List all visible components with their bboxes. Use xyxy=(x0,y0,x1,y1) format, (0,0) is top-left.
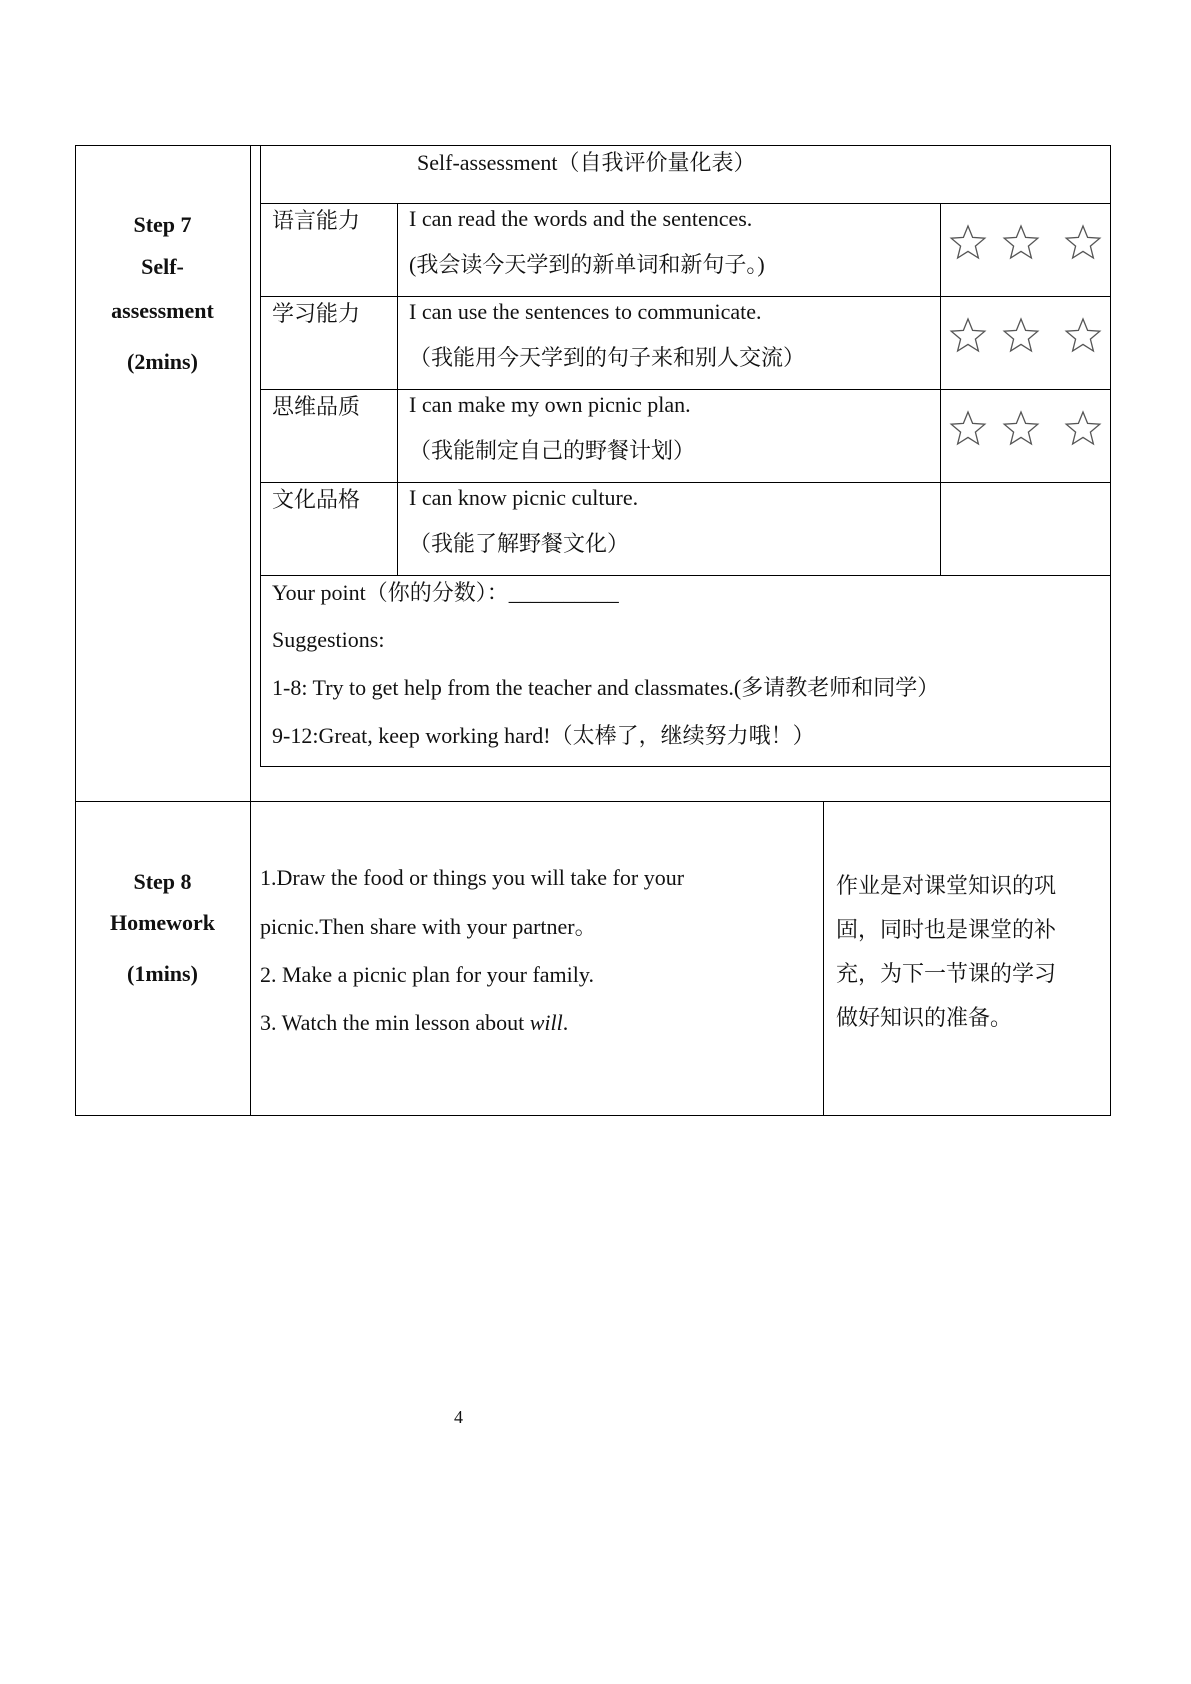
star-icon xyxy=(1004,226,1038,258)
suggestion-2: 9-12:Great, keep working hard!（太棒了，继续努力哦！） xyxy=(272,723,815,748)
outer-border-bottom xyxy=(75,1115,1111,1116)
suggestion-1: 1-8: Try to get help from the teacher and classmates.(多请教老师和同学） xyxy=(272,675,940,700)
inner-col-line-stars xyxy=(940,203,941,576)
row3-category: 思维品质 xyxy=(272,394,361,419)
star-icon xyxy=(951,226,985,258)
row2-star-rating xyxy=(946,315,1112,355)
step7-label-assessment: assessment xyxy=(111,298,214,323)
star-icon xyxy=(1066,412,1100,444)
star-icon xyxy=(1004,412,1038,444)
inner-col-line-category xyxy=(397,203,398,576)
suggestions-label: Suggestions: xyxy=(272,627,385,652)
note-line-3: 充，为下一节课的学习 xyxy=(836,961,1057,986)
homework-item-1a: 1.Draw the food or things you will take for your xyxy=(260,865,685,890)
outer-border-top xyxy=(75,145,1111,146)
step8-label-step: Step 8 xyxy=(133,869,192,894)
inner-table-bottom xyxy=(260,766,1110,767)
star-icon xyxy=(951,412,985,444)
row3-star-rating xyxy=(946,408,1112,448)
step7-label-self: Self- xyxy=(141,254,184,279)
inner-row-line-4 xyxy=(260,482,1110,483)
homework-item-1b: picnic.Then share with your partner。 xyxy=(260,914,597,939)
row4-en: I can know picnic culture. xyxy=(409,485,639,510)
row2-zh: （我能用今天学到的句子来和别人交流） xyxy=(409,345,806,370)
row2-en: I can use the sentences to communicate. xyxy=(409,299,762,324)
star-icon xyxy=(1066,319,1100,351)
inner-row-line-2 xyxy=(260,296,1110,297)
step7-label-duration: (2mins) xyxy=(127,349,198,374)
step7-label-step: Step 7 xyxy=(133,212,192,237)
inner-row-line-3 xyxy=(260,389,1110,390)
page-number: 4 xyxy=(454,1407,463,1427)
inner-table-left xyxy=(260,145,261,767)
self-assessment-title: Self-assessment（自我评价量化表） xyxy=(417,150,756,175)
homework-item-3-italic: will xyxy=(529,1010,563,1035)
homework-item-2: 2. Make a picnic plan for your family. xyxy=(260,962,594,987)
star-icon xyxy=(1066,226,1100,258)
note-line-1: 作业是对课堂知识的巩 xyxy=(836,873,1057,898)
homework-item-3-text: 3. Watch the min lesson about xyxy=(260,1010,530,1035)
homework-note-divider xyxy=(823,801,824,1116)
row1-en: I can read the words and the sentences. xyxy=(409,206,753,231)
note-line-4: 做好知识的准备。 xyxy=(836,1005,1013,1030)
note-line-2: 固，同时也是课堂的补 xyxy=(836,917,1057,942)
row3-en: I can make my own picnic plan. xyxy=(409,392,691,417)
inner-row-line-1 xyxy=(260,203,1110,204)
step-column-divider xyxy=(250,145,251,1116)
row1-star-rating xyxy=(946,222,1112,262)
step7-step8-divider xyxy=(75,801,1111,802)
row4-category: 文化品格 xyxy=(272,487,361,512)
star-icon xyxy=(1004,319,1038,351)
step8-label-homework: Homework xyxy=(109,910,216,935)
homework-item-3 xyxy=(260,1012,568,1034)
row3-zh: （我能制定自己的野餐计划） xyxy=(409,438,696,463)
outer-border-right xyxy=(1110,145,1111,1116)
homework-item-3-end: . xyxy=(562,1010,569,1035)
row2-category: 学习能力 xyxy=(272,301,361,326)
row1-zh: (我会读今天学到的新单词和新句子。) xyxy=(409,252,765,277)
star-icon xyxy=(951,319,985,351)
inner-row-line-5 xyxy=(260,575,1110,576)
row4-zh: （我能了解野餐文化） xyxy=(409,531,630,556)
step8-label-duration: (1mins) xyxy=(127,961,198,986)
your-point: Your point（你的分数）：__________ xyxy=(272,580,619,605)
homework-note xyxy=(836,864,1098,1040)
row1-category: 语言能力 xyxy=(272,208,361,233)
